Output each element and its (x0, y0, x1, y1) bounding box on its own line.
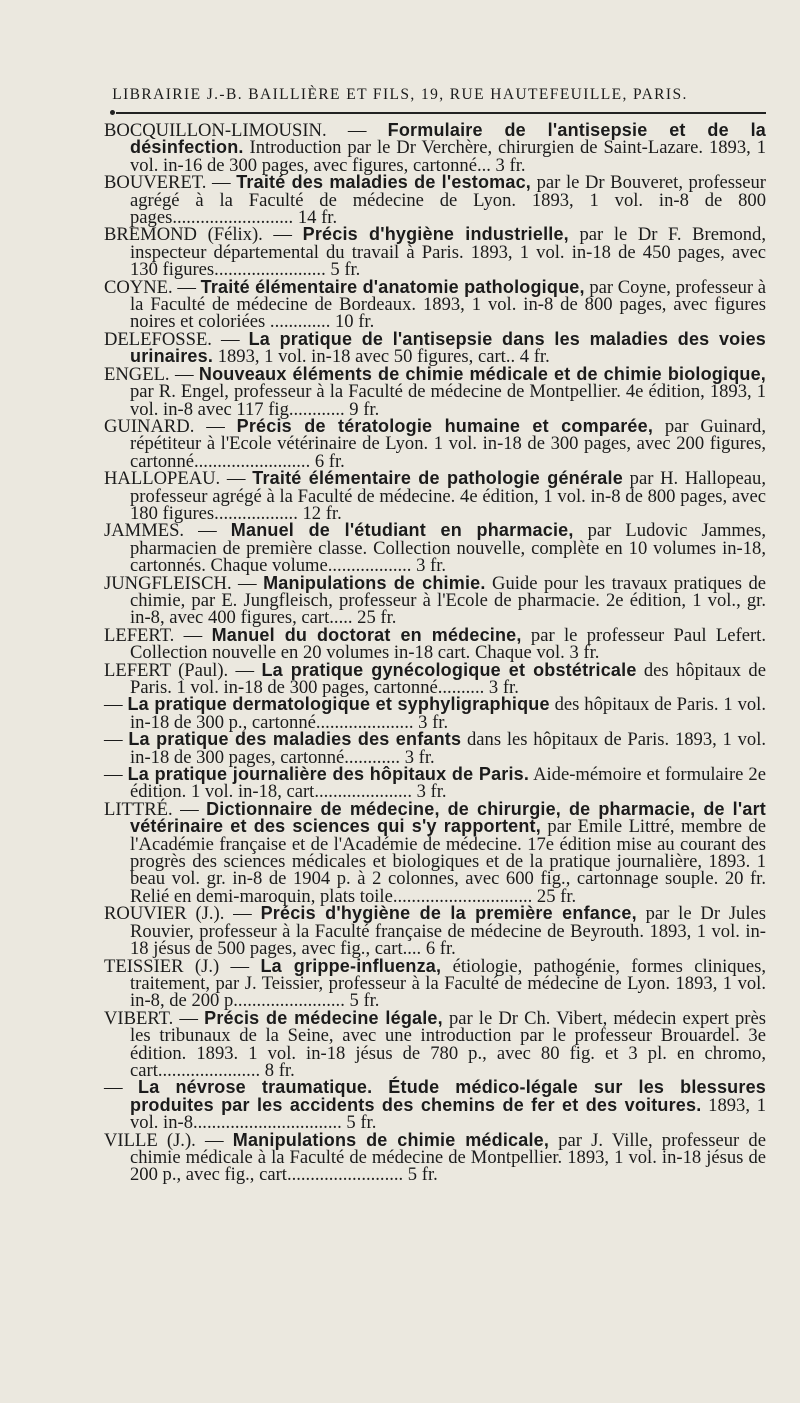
entry-author: VILLE (J.). — (104, 1129, 233, 1151)
entry-author: TEISSIER (J.) — (104, 955, 261, 977)
entry-details: par H. Hallopeau, professeur agrégé à la Faculté de médecine. 4e édition, 1 vol. in-8 de 800 pages, avec 180 figures.................. 12 fr. (130, 468, 766, 524)
catalogue-entry (104, 224, 766, 281)
catalogue-entry (104, 798, 766, 907)
entry-author: JAMMES. — (104, 520, 231, 542)
entry-title: Précis d'hygiène industrielle, (302, 224, 569, 245)
entry-title: La pratique dermatologique et syphyligraphique (127, 694, 550, 715)
catalogue-entry (104, 766, 766, 801)
catalogue-entry (104, 1007, 766, 1081)
entry-details: par le Dr Jules Rouvier, professeur à la Faculté française de médecine de Beyrouth. 1893, 1 vol. in-18 jésus de 500 pages, avec fig., cart.... 6 fr. (130, 903, 767, 960)
entry-author: LEFERT (Paul). — (104, 659, 262, 681)
entry-author: LEFERT. — (104, 624, 212, 646)
entry-author: ENGEL. — (104, 363, 199, 385)
entry-details: 1893, 1 vol. in-8................................ 5 fr. (130, 1094, 766, 1134)
catalogue-entry (104, 624, 766, 664)
entry-title: Formulaire de l'antisepsie et de la désinfection. (130, 120, 766, 158)
entry-title: La pratique journalière des hôpitaux de Paris. (127, 764, 530, 785)
catalogue-entry (104, 328, 766, 368)
entry-author: DELEFOSSE. — (104, 328, 249, 350)
catalogue-entry (104, 1077, 766, 1134)
catalogue-entry (104, 363, 766, 420)
header-rule (116, 112, 766, 114)
entry-title: Dictionnaire de médecine, de chirurgie, de pharmacie, de l'art vétérinaire et des sciences qui s'y rapportent, (130, 798, 766, 837)
catalogue-entry (104, 696, 766, 731)
entry-details: par Emile Littré, membre de l'Académie française et de l'Académie de médecine. 17e édition mise au courant des progrès des sciences médicales et biologiques et de la pratique journalière, 1893. 1 beau vol. gr. in-8 de 1904 p. à 2 colonnes, avec 600 fig., cartonnage souple. 20 fr. Relié en demi-maroquin, plats toile.............................. 25 fr. (130, 816, 766, 907)
entry-title: Manipulations de chimie médicale, (232, 1129, 550, 1150)
entry-title: La pratique des maladies des enfants (128, 729, 462, 750)
entry-author: — (104, 764, 128, 786)
entry-title: Traité élémentaire de pathologie générale (252, 468, 623, 489)
entry-details: dans les hôpitaux de Paris. 1893, 1 vol. in-18 de 300 pages, cartonné............ 3 fr. (130, 729, 767, 768)
entry-details: par Guinard, répétiteur à l'Ecole vétérinaire de Lyon. 1 vol. in-18 de 300 pages, avec 200 figures, cartonné......................... 6 fr. (130, 415, 766, 472)
catalogue-entry (104, 122, 766, 174)
entry-author: JUNGFLEISCH. — (104, 572, 264, 594)
entry-title: La névrose traumatique. Étude médico-légale sur les blessures produites par les accidents des chemins de fer et des voitures. (130, 1077, 766, 1115)
entry-details: des hôpitaux de Paris. 1 vol. in-18 de 300 p., cartonné..................... 3 fr. (130, 694, 766, 733)
entry-author: VIBERT. — (104, 1007, 205, 1029)
entry-title: Précis de médecine légale, (204, 1007, 443, 1028)
entry-author: — (104, 729, 129, 751)
entry-author: LITTRÉ. — (104, 798, 207, 820)
catalogue-entry (104, 659, 766, 698)
entry-author: — (104, 694, 128, 716)
entry-author: BOCQUILLON-LIMOUSIN. — (104, 120, 388, 141)
catalogue-entry (104, 470, 766, 522)
catalogue-entry (104, 572, 766, 629)
catalogue-entry (104, 520, 767, 577)
entry-details: par le Dr Ch. Vibert, médecin expert près les tribunaux de la Seine, avec une introduction par le professeur Brouardel. 3e édition. 1893. 1 vol. in-18 jésus de 780 p., avec 80 fig. et 3 pl. en chromo, cart...................... 8 fr. (130, 1007, 766, 1081)
entry-details: des hôpitaux de Paris. 1 vol. in-18 de 300 pages, cartonné.......... 3 fr. (130, 659, 766, 698)
entry-author: HALLOPEAU. — (104, 468, 253, 490)
entry-title: Précis d'hygiène de la première enfance, (260, 903, 637, 924)
entry-details: par Coyne, professeur à la Faculté de médecine de Bordeaux. 1893, 1 vol. in-8 de 800 pages, avec figures noires et coloriées ............. 10 fr. (130, 276, 766, 333)
entry-author: ROUVIER (J.). — (104, 903, 261, 925)
entry-author: BREMOND (Félix). — (104, 224, 303, 246)
entry-details: par Ludovic Jammes, pharmacien de première classe. Collection nouvelle, complète en 10 volumes in-18, cartonnés. Chaque volume.................. 3 fr. (130, 520, 767, 577)
entry-title: Traité des maladies de l'estomac, (236, 172, 532, 193)
entry-title: Traité élémentaire d'anatomie pathologique, (200, 276, 585, 297)
entry-author: BOUVERET. — (104, 172, 237, 194)
entry-details: par le Dr Bouveret, professeur agrégé à la Faculté de médecine de Lyon. 1893, 1 vol. in-8 de 800 pages.......................... 14 fr. (130, 172, 767, 229)
catalogue-entry (104, 955, 766, 1012)
entry-author: GUINARD. — (104, 415, 237, 437)
entry-details: Aide-mémoire et formulaire 2e édition. 1 vol. in-18, cart..................... 3 fr. (130, 764, 766, 803)
catalogue-entry (104, 903, 767, 960)
entry-title: Précis de tératologie humaine et comparée, (236, 415, 654, 436)
catalogue-entry (104, 276, 766, 333)
entry-author: COYNE. — (104, 276, 201, 298)
entry-title: La grippe-influenza, (260, 955, 442, 976)
catalogue-entry (104, 172, 767, 229)
entry-details: étiologie, pathogénie, formes cliniques, traitement, par J. Teissier, professeur à la Faculté de médecine de Lyon. 1893, 1 vol. in-8, de 200 p........................ 5 fr. (130, 955, 766, 1012)
entry-title: Manuel de l'étudiant en pharmacie, (230, 520, 574, 541)
entry-author: — (104, 1077, 139, 1099)
catalogue-entries (104, 122, 766, 1184)
entry-title: Manipulations de chimie. (263, 572, 486, 593)
entry-details: 1893, 1 vol. in-18 avec 50 figures, cart.. 4 fr. (213, 346, 550, 368)
entry-details: par R. Engel, professeur à la Faculté de médecine de Montpellier. 4e édition, 1893, 1 vol. in-8 avec 117 fig............ 9 fr. (130, 381, 766, 420)
catalogue-entry (104, 415, 766, 472)
entry-title: Manuel du doctorat en médecine, (211, 624, 522, 645)
entry-details: par J. Ville, professeur de chimie médicale à la Faculté de médecine de Montpellier. 1893, 1 vol. in-18 jésus de 200 p., avec fig., cart......................... 5 fr. (130, 1129, 766, 1186)
entry-details: par le professeur Paul Lefert. Collection nouvelle en 20 volumes in-18 cart. Chaque vol. 3 fr. (130, 624, 766, 664)
page-header: LIBRAIRIE J.-B. BAILLIÈRE ET FILS, 19, RUE HAUTEFEUILLE, PARIS. (112, 86, 688, 103)
entry-details: Guide pour les travaux pratiques de chimie, par E. Jungfleisch, professeur à l'Ecole de pharmacie. 2e édition, 1 vol., gr. in-8, avec 400 figures, cart..... 25 fr. (130, 572, 766, 629)
catalogue-entry (104, 731, 766, 766)
entry-details: Introduction par le Dr Verchère, chirurgien de Saint-Lazare. 1893, 1 vol. in-16 de 300 pages, avec figures, cartonné... 3 fr. (130, 137, 766, 176)
entry-title: La pratique gynécologique et obstétricale (261, 659, 637, 680)
entry-title: La pratique de l'antisepsie dans les maladies des voies urinaires. (130, 328, 766, 367)
catalogue-entry (104, 1129, 766, 1186)
entry-title: Nouveaux éléments de chimie médicale et de chimie biologique, (198, 363, 766, 384)
entry-details: par le Dr F. Bremond, inspecteur départemental du travail à Paris. 1893, 1 vol. in-18 de 450 pages, avec 130 figures........................ 5 fr. (130, 224, 766, 281)
